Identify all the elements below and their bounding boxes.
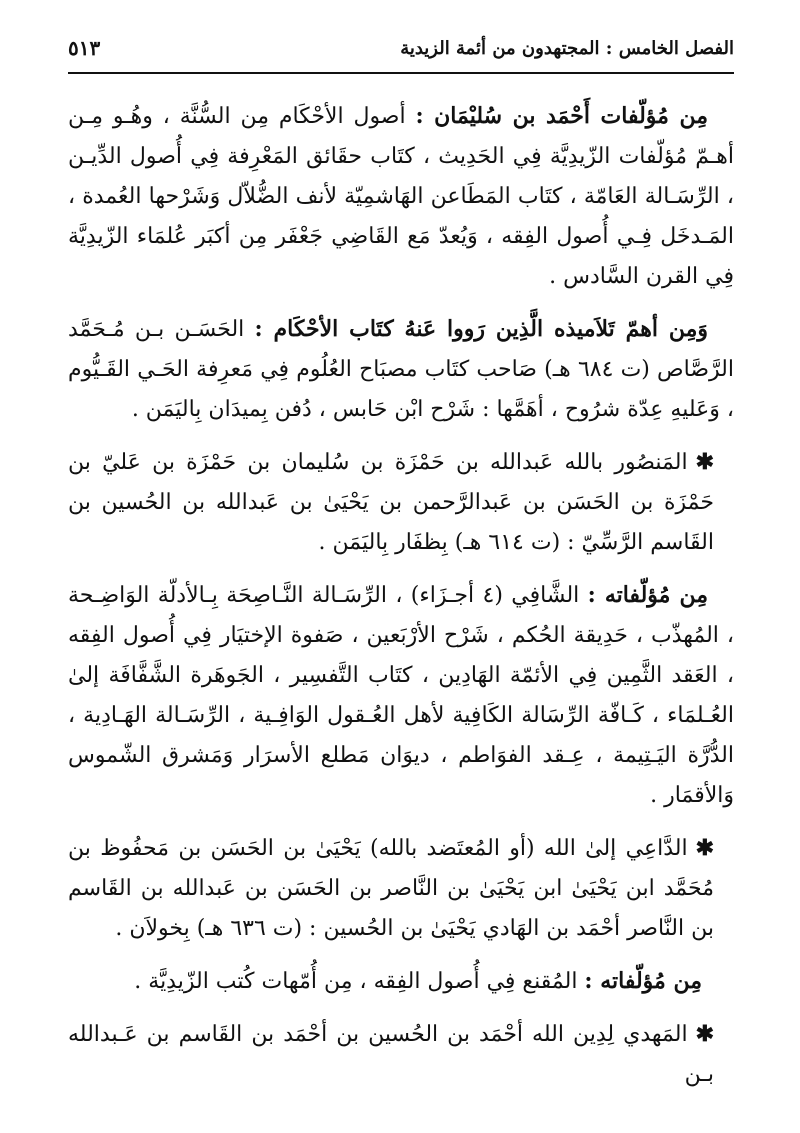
paragraph-text: المُقنع فِي أُصول الفِقه ، مِن أُمّهات كُتب الزّيدِيَّة . [134, 969, 585, 994]
body-text [68, 96, 734, 1107]
biography-entry [68, 828, 734, 949]
paragraph-lead: مِن مُؤلّفاته : [587, 582, 708, 608]
paragraph [68, 961, 734, 1002]
entry-text: المَهدي لِدِين الله أحْمَد بن الحُسين بن أحْمَد بن القَاسم بن عَـبدالله بـن [68, 1022, 714, 1087]
asterisk-icon: ✱ [695, 835, 714, 861]
paragraph-text: الشَّافِي (٤ أجـزَاء) ، الرِّسَـالة النَّـاصِحَة بِـالأدلّة الوَاضِـحة ، المُهذّب ، حَدِيقة الحُكم ، شَرْح الأرْبَعين ، صَفوة الإختيَار فِي أُصول الفِقه ، العَقد الثَّمِين فِي الأئمّة الهَادِين ، كتَاب التَّفسِير ، الجَوهَرة الشَّفَّافَة إلىٰ العُـلمَاء ، كَـافّة الرِّسَالة الكَافِية لأهل العُـقول الوَافِـية ، الرِّسَـالة الهَـادِية ، الدُّرَّة اليَـتِيمة ، عِـقد الفوَاطم ، ديوَان مَطلع الأسرَار وَمَشرق الشّموس وَالأقمَار . [68, 583, 734, 808]
entry-text: المَنصُور بالله عَبدالله بن حَمْزَة بن سُليمان بن حَمْزَة بن عَليّ بن حَمْزَة بن الحَسَن بن عَبدالرَّحمن بن يَحْيَىٰ بن عَبدالله بن الحُسين بن القَاسم الرَّسِّيّ : (ت ٦١٤ هـ) بِظفَار بِاليَمَن . [68, 450, 714, 555]
paragraph-lead: مِن مُؤلّفات أَحْمَد بن سُليْمَان : [415, 103, 708, 129]
paragraph-text: أصول الأحْكَام مِن السُّنَّة ، وهُـو مِـن أهـمّ مُؤلّفات الزّيدِيَّة فِي الحَدِيث ، كتَاب حقَائق المَعْرِفة فِي أُصول الدِّيـن ، الرِّسَـالة العَامّة ، كتَاب المَطَاعن الهَاشمِيّة لأنف الضُّلاّل وَشَرْحها العُمدة ، المَـدخَل فِـي أُصول الفِقه ، وَيُعدّ مَع القَاضِي جَعْفَر مِن أكبَر عُلمَاء الزّيدِيَّة فِي القرن السَّادس . [68, 104, 734, 289]
running-header [68, 28, 734, 68]
paragraph-lead: وَمِن أهمّ تَلاَميذه الَّذِين رَووا عَنهُ كتَاب الأحْكَام : [254, 316, 709, 342]
paragraph [68, 96, 734, 297]
chapter-title: الفصل الخامس : المجتهدون من أئمة الزيدية [400, 37, 734, 59]
paragraph-text: الحَسَـن بـن مُـحَمَّد الرَّصَّاص (ت ٦٨٤ هـ) صَاحب كتَاب مصبَاح العُلُوم فِي مَعرِفة الحَـي القَـيُّوم ، وَعَليهِ عِدّة شرُوح ، أهَمَّها : شَرْح ابْن حَابس ، دُفن بِميدَان بِاليَمَن . [68, 317, 734, 422]
biography-entry [68, 1014, 734, 1095]
entry-text: الدَّاعِي إلىٰ الله (أو المُعتَضد بالله) يَحْيَىٰ بن الحَسَن بن مَحفُوظ بن مُحَمَّد ابن يَحْيَىٰ ابن يَحْيَىٰ بن النَّاصر بن الحَسَن بن عَبدالله بن القَاسم بن النَّاصر أحْمَد بن الهَادي يَحْيَىٰ بن الحُسين : (ت ٦٣٦ هـ) بِخولاَن . [68, 836, 714, 941]
asterisk-icon: ✱ [695, 1021, 714, 1047]
paragraph [68, 309, 734, 430]
header-rule [68, 72, 734, 74]
paragraph-lead: مِن مُؤلّفاته : [584, 968, 702, 994]
page-number: ٥١٣ [68, 36, 101, 60]
paragraph [68, 575, 734, 816]
biography-entry [68, 442, 734, 563]
asterisk-icon: ✱ [695, 449, 714, 475]
